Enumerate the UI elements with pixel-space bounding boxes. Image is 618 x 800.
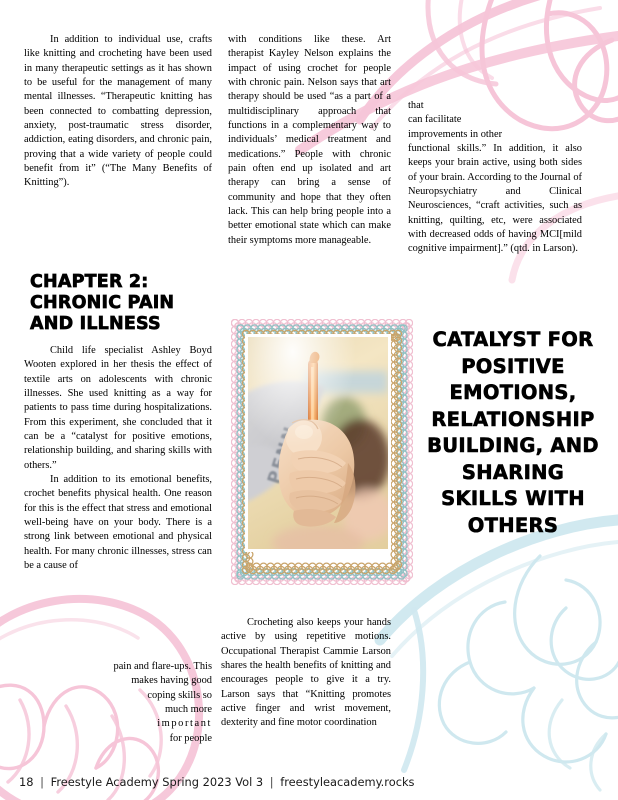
footer-separator-1: |	[40, 775, 44, 789]
column-2	[228, 33, 391, 248]
footer-publication: Freestyle Academy Spring 2023 Vol 3	[50, 775, 264, 789]
wrap-line-1: pain and flare-ups. This	[113, 661, 212, 672]
wrap-line-4: much more	[164, 704, 212, 716]
column-1	[24, 33, 212, 191]
column3-paragraph-1: functional skills.” In addition, it also keeps your brain active, using both sides of your brain. According to the Journal of Neuropsychiatry and Clinical Neurosciences, “craft activities, such as knitting, quilting, etc, were associated with decreased odds of having MCI[mild cognitive impairment].” (qtd. in Larson).	[408, 143, 582, 255]
column-1-wrapped-lines	[24, 660, 212, 746]
column3-wrap-line-2: can facilitate	[408, 114, 462, 126]
column1-paragraph-3: In addition to its emotional benefits, crochet benefits physical health. One reason for this is the effect that stress and emotional well-being have on your body. There is a strong link between emotional and physical health. For many chronic illnesses, stress can be a cause of	[24, 474, 212, 572]
page-footer	[0, 775, 618, 789]
wrap-line-6: for people	[169, 732, 212, 744]
column-1-lower	[24, 344, 212, 574]
column1-paragraph-1: In addition to individual use, crafts like knitting and crocheting have been used in many therapeutic settings as it has shown to be useful for the management of many mental illnesses. “Therapeutic knitting has been connected to combatting depression, anxiety, post-traumatic stress disorder, addiction, eating disorders, and chronic pain, proving that a wide variety of people could benefit from it” (“The Many Benefits of Knitting”).	[24, 34, 212, 189]
wrap-line-5: important	[157, 718, 212, 730]
column-3	[408, 99, 582, 257]
column2-paragraph-1: with conditions like these. Art therapist Kayley Nelson explains the impact of using crochet for people with chronic pain. Nelson says that art therapy should be used “as a part of a multidisciplinary approach that functions in a complementary way to individuals’ medical treatment and medications.” People with chronic pain often end up isolated and art therapy can bring a sense of community and hope that they often lack. This can help bring people into a better emotional state which can make their symptoms more manageable.	[228, 34, 391, 246]
footer-page-number: 18	[19, 775, 34, 789]
pull-quote: CATALYST FOR POSITIVE EMOTIONS, RELATIONSHIP BUILDING, AND SHARING SKILLS WITH OTHERS	[427, 328, 599, 537]
chapter-heading: CHAPTER 2: CHRONIC PAIN AND ILLNESS	[30, 272, 175, 334]
column-2-lower	[221, 616, 391, 731]
column1-paragraph-2: Child life specialist Ashley Boyd Wooten explored in her thesis the effect of textile arts on adolescents with chronic illnesses. She used knitting as a way for patients to pass time during hospitalizations. From this experiment, she concluded that it can be a “catalyst for positive emotions, relationship building, and sharing skills with others.”	[24, 345, 212, 471]
column3-wrap-line-1: that	[408, 100, 424, 111]
column2-paragraph-2: Crocheting also keeps your hands active by using repetitive motions. Occupational Therapist Cammie Larson shares the health benefits of knitting and encourages people to give it a try. Larson says that “Knitting promotes active finger and wrist movement, dexterity and fine motor coordination	[221, 617, 391, 729]
wrap-line-3: coping skills so	[147, 689, 212, 701]
wrap-line-2: makes having good	[131, 675, 212, 687]
footer-website[interactable]: freestyleacademy.rocks	[280, 775, 415, 789]
footer-separator-2: |	[269, 775, 274, 789]
column3-wrap-line-3: improvements in other	[408, 128, 503, 140]
